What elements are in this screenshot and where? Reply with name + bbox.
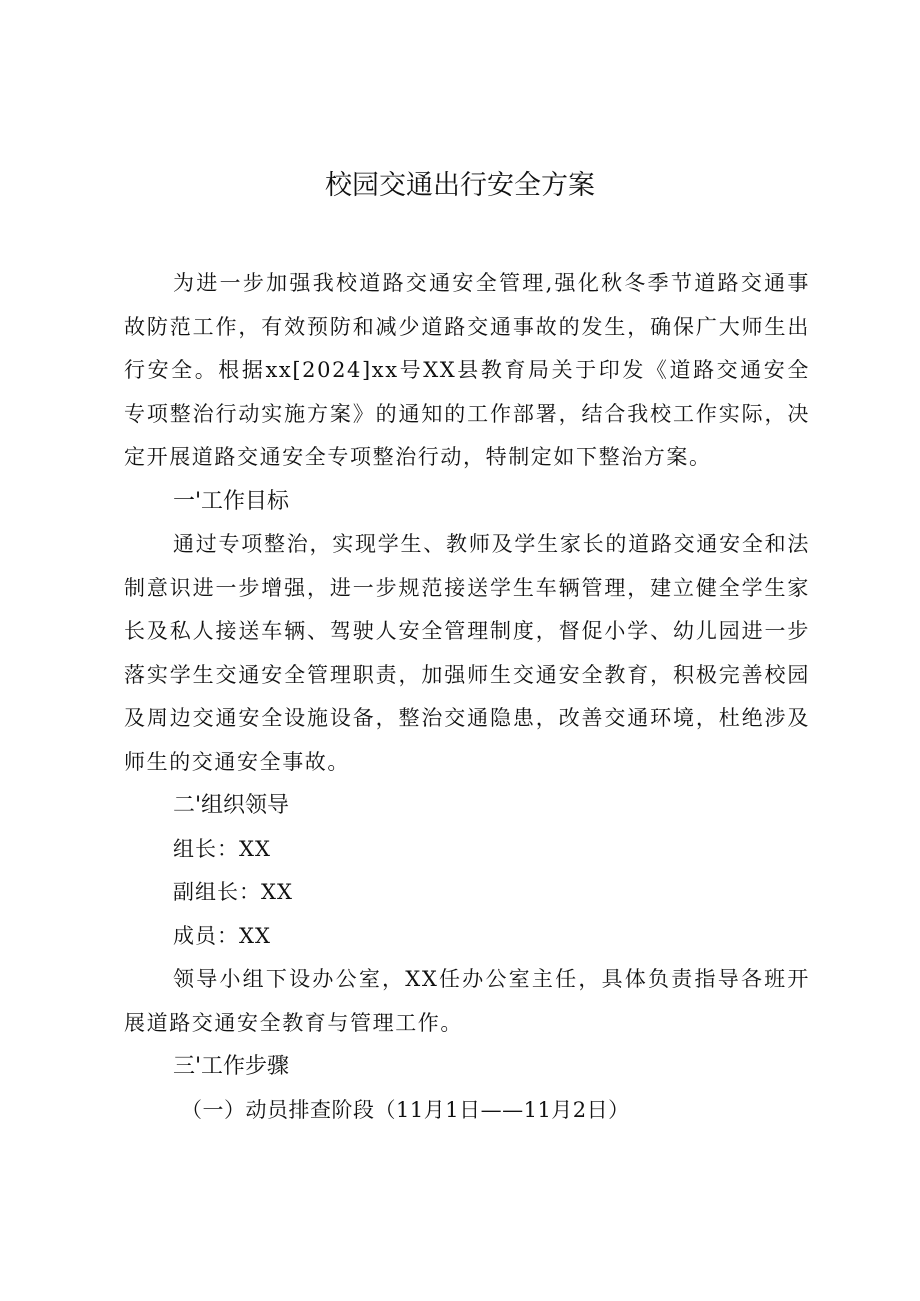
- stage-one-line: （一）动员排查阶段（11月1日——11月2日）: [181, 1097, 630, 1122]
- members-line: 成员：XX: [173, 923, 271, 948]
- leader-line: 组长：XX: [173, 836, 271, 861]
- goals-paragraph: 通过专项整治，实现学生、教师及学生家长的道路交通安全和法制意识进一步增强，进一步规范接送学生车辆管理，建立健全学生家长及私人接送车辆、驾驶人安全管理制度，督促小学、幼儿园进一步落实学生交通安全管理职责，加强师生交通安全教育，积极完善校园及周边交通安全设施设备，整治交通隐患，改善交通环境，杜绝涉及师生的交通安全事故。: [124, 532, 810, 774]
- intro-paragraph: 为进一步加强我校道路交通安全管理,强化秋冬季节道路交通事故防范工作，有效预防和减少道路交通事故的发生，确保广大师生出行安全。根据xx[2024]xx号XX县教育局关于印发《道路交通安全专项整治行动实施方案》的通知的工作部署，结合我校工作实际，决定开展道路交通安全专项整治行动，特制定如下整治方案。: [124, 271, 810, 469]
- section-heading-steps: 三'工作步骤: [173, 1054, 290, 1079]
- office-paragraph: 领导小组下设办公室，XX任办公室主任，具体负责指导各班开展道路交通安全教育与管理工作。: [124, 967, 810, 1035]
- document-title: 校园交通出行安全方案: [325, 170, 595, 201]
- deputy-leader-line: 副组长：XX: [173, 880, 293, 904]
- section-heading-organization: 二'组织领导: [173, 793, 290, 818]
- section-heading-goals: 一'工作目标: [173, 488, 290, 514]
- document-body: [124, 262, 810, 1132]
